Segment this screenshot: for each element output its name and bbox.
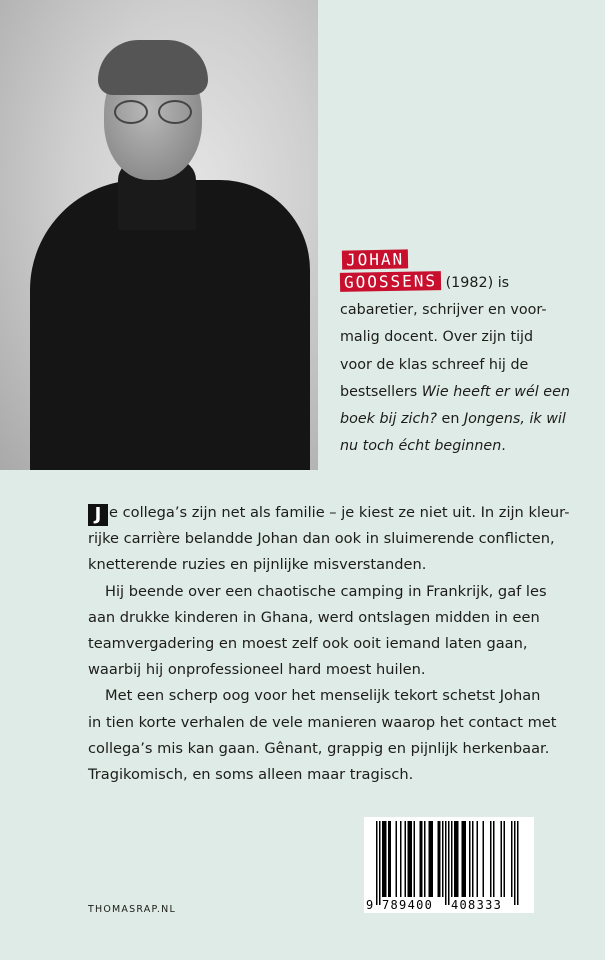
blurb-line: aan drukke kinderen in Ghana, werd ontslagen midden in een: [88, 608, 540, 626]
isbn-barcode: [364, 817, 534, 913]
barcode-bar: [384, 821, 386, 897]
blurb-line: Hij beende over een chaotische camping in Frankrijk, gaf les: [105, 582, 547, 600]
bio-text: en: [437, 411, 464, 428]
barcode-bar: [388, 821, 390, 897]
barcode-bar: [411, 821, 413, 897]
barcode-bar: [429, 821, 431, 897]
book-title: nu toch écht beginnen: [340, 438, 502, 455]
blurb-line: collega’s mis kan gaan. Gênant, grappig en pijnlijk herkenbaar.: [88, 739, 550, 757]
barcode-bar: [400, 821, 402, 897]
barcode-bar: [511, 821, 513, 897]
barcode-bar: [490, 821, 492, 897]
barcode-bar: [442, 821, 444, 897]
barcode-bar: [469, 821, 471, 897]
author-last-name: GOOSSENS: [340, 271, 441, 292]
book-blurb: [88, 500, 588, 788]
barcode-bar: [448, 821, 450, 905]
barcode-bar: [477, 821, 479, 897]
barcode-digits-left: 789400: [382, 898, 434, 912]
blurb-line: teamvergadering en moest zelf ook ooit iemand laten gaan,: [88, 635, 528, 653]
barcode-bar: [456, 821, 458, 897]
book-title: Wie heeft er wél een: [421, 383, 570, 400]
author-bio: [340, 250, 590, 460]
barcode-digit-first: 9: [366, 898, 375, 912]
barcode-bar: [414, 821, 416, 897]
barcode-bar: [483, 821, 485, 897]
barcode-bar: [432, 821, 434, 897]
barcode-bar: [430, 821, 432, 897]
barcode-bar: [421, 821, 423, 897]
blurb-line: knetterende ruzies en pijnlijke misverstanden.: [88, 556, 427, 574]
author-hair: [98, 40, 208, 95]
barcode-digits-right: 408333: [451, 898, 503, 912]
barcode-bar: [382, 821, 384, 897]
barcode-bar: [465, 821, 467, 897]
book-title: boek bij zich?: [340, 411, 437, 428]
barcode-bar: [451, 821, 453, 897]
barcode-bar: [454, 821, 456, 897]
barcode-bar: [504, 821, 506, 897]
bio-text: bestsellers: [340, 383, 422, 400]
barcode-bar: [385, 821, 387, 897]
author-first-name: JOHAN: [342, 249, 408, 269]
barcode-bar: [457, 821, 459, 897]
barcode-bars: [364, 817, 534, 913]
barcode-bar: [408, 821, 410, 897]
bio-text: .: [501, 438, 506, 455]
blurb-line: in tien korte verhalen de vele manieren waarop het contact met: [88, 713, 557, 731]
barcode-bar: [424, 821, 426, 897]
publisher-website: THOMASRAP.NL: [88, 904, 176, 915]
barcode-bar: [420, 821, 422, 897]
blurb-line: waarbij hij onprofessioneel hard moest huilen.: [88, 661, 426, 679]
barcode-bar: [396, 821, 398, 897]
barcode-bar: [517, 821, 519, 905]
blurb-line: Tragikomisch, en soms alleen maar tragisch.: [88, 766, 414, 784]
book-title: Jongens, ik wil: [463, 411, 566, 428]
barcode-bar: [379, 821, 381, 905]
bio-line: voor de klas schreef hij de: [340, 356, 529, 373]
author-photo: [0, 0, 318, 470]
barcode-bar: [493, 821, 495, 897]
barcode-bar: [462, 821, 464, 897]
barcode-bar: [445, 821, 447, 905]
barcode-bar: [514, 821, 516, 905]
barcode-bar: [376, 821, 378, 905]
bio-line: cabaretier, schrijver en voor-: [340, 302, 547, 319]
barcode-bar: [501, 821, 503, 897]
bio-line: (1982) is: [441, 275, 510, 291]
glasses: [110, 100, 196, 126]
barcode-bar: [439, 821, 441, 897]
barcode-bar: [438, 821, 440, 897]
blurb-line: Met een scherp oog voor het menselijk tekort schetst Johan: [105, 687, 541, 705]
barcode-bar: [463, 821, 465, 897]
barcode-bar: [390, 821, 392, 897]
drop-cap: J: [88, 504, 108, 526]
barcode-bar: [409, 821, 411, 897]
barcode-bar: [472, 821, 474, 897]
blurb-line: e collega’s zijn net als familie – je kiest ze niet uit. In zijn kleur-: [109, 504, 570, 521]
blurb-line: rijke carrière belandde Johan dan ook in sluimerende conflicten,: [88, 530, 555, 548]
bio-line: malig docent. Over zijn tijd: [340, 329, 534, 346]
barcode-bar: [405, 821, 407, 897]
